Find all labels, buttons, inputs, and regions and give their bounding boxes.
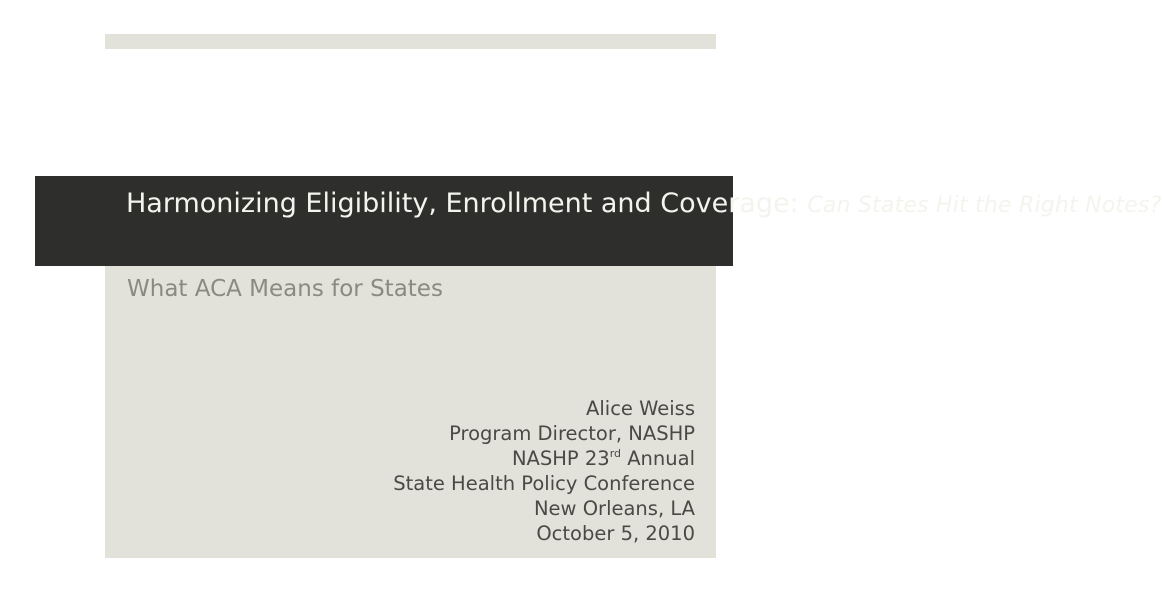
presenter-block	[393, 396, 695, 546]
decorative-top-strip	[105, 34, 716, 49]
event-name	[393, 446, 695, 471]
event-suffix: Annual	[621, 447, 695, 470]
slide-title-main: Harmonizing Eligibility, Enrollment and Coverage:	[126, 188, 808, 219]
conference-date: October 5, 2010	[536, 522, 695, 545]
presenter-name: Alice Weiss	[586, 397, 695, 420]
conference-name: State Health Policy Conference	[393, 472, 695, 495]
event-superscript: rd	[609, 447, 622, 460]
event-prefix: NASHP 23	[511, 447, 610, 470]
slide-title-italic: Can States Hit the Right Notes?	[807, 193, 1162, 218]
slide-title	[126, 186, 1162, 224]
slide-subtitle: What ACA Means for States	[127, 276, 443, 302]
presenter-role: Program Director, NASHP	[449, 422, 695, 445]
conference-location: New Orleans, LA	[533, 497, 695, 520]
